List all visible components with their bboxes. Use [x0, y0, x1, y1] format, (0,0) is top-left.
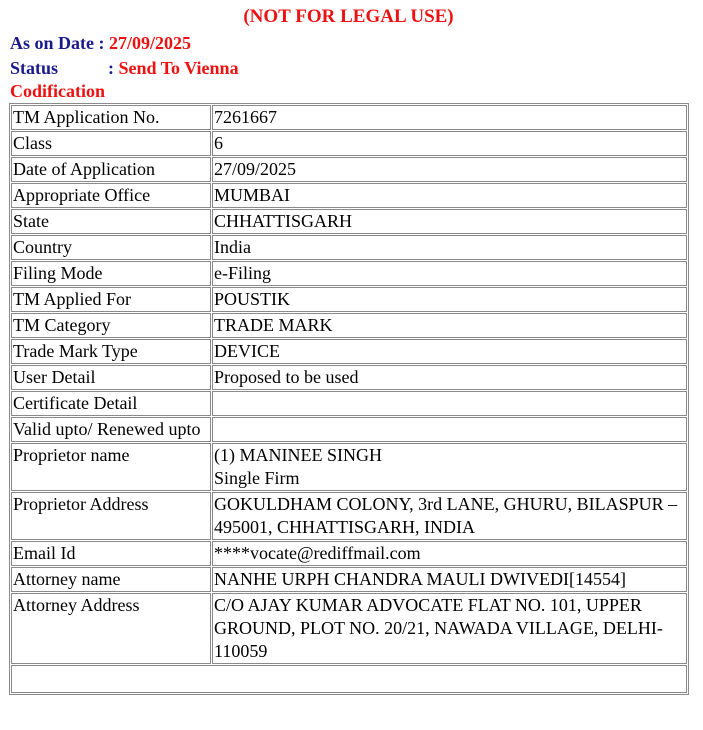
- valid-upto-value: [212, 417, 687, 442]
- class-label: Class: [11, 131, 211, 156]
- proprietor-address-label: Proprietor Address: [11, 492, 211, 540]
- application-no-label: TM Application No.: [11, 105, 211, 130]
- state-label: State: [11, 209, 211, 234]
- blank-cell: [11, 665, 687, 693]
- table-row-attorney-name: [11, 567, 687, 592]
- appropriate-office-value: MUMBAI: [212, 183, 687, 208]
- as-on-date-label: As on Date :: [10, 33, 109, 53]
- status-value: Send To Vienna: [118, 58, 239, 78]
- table-row-application-no: [11, 105, 687, 130]
- table-row-certificate-detail: [11, 391, 687, 416]
- appropriate-office-label: Appropriate Office: [11, 183, 211, 208]
- proprietor-address-value: GOKULDHAM COLONY, 3rd LANE, GHURU, BILASPUR – 495001, CHHATTISGARH, INDIA: [212, 492, 687, 540]
- proprietor-name-value: (1) MANINEE SINGH Single Firm: [212, 443, 687, 491]
- email-id-label: Email Id: [11, 541, 211, 566]
- table-row-tm-applied-for: [11, 287, 687, 312]
- attorney-name-label: Attorney name: [11, 567, 211, 592]
- country-value: India: [212, 235, 687, 260]
- date-of-application-label: Date of Application: [11, 157, 211, 182]
- application-no-value: 7261667: [212, 105, 687, 130]
- tm-applied-for-label: TM Applied For: [11, 287, 211, 312]
- certificate-detail-value: [212, 391, 687, 416]
- table-row-filing-mode: [11, 261, 687, 286]
- as-on-date-line: [10, 32, 191, 54]
- certificate-detail-label: Certificate Detail: [11, 391, 211, 416]
- attorney-address-value: C/O AJAY KUMAR ADVOCATE FLAT NO. 101, UPPER GROUND, PLOT NO. 20/21, NAWADA VILLAGE, DELHI-110059: [212, 593, 687, 664]
- attorney-address-label: Attorney Address: [11, 593, 211, 664]
- trade-mark-type-value: DEVICE: [212, 339, 687, 364]
- as-on-date-value: 27/09/2025: [109, 33, 192, 53]
- user-detail-value: Proposed to be used: [212, 365, 687, 390]
- tm-category-value: TRADE MARK: [212, 313, 687, 338]
- date-of-application-value: 27/09/2025: [212, 157, 687, 182]
- state-value: CHHATTISGARH: [212, 209, 687, 234]
- table-row-class: [11, 131, 687, 156]
- table-row-user-detail: [11, 365, 687, 390]
- application-details-table: [9, 103, 689, 695]
- filing-mode-value: e-Filing: [212, 261, 687, 286]
- user-detail-label: User Detail: [11, 365, 211, 390]
- filing-mode-label: Filing Mode: [11, 261, 211, 286]
- not-for-legal-use-notice: (NOT FOR LEGAL USE): [243, 6, 454, 27]
- table-row-trade-mark-type: [11, 339, 687, 364]
- status-line: [10, 57, 239, 79]
- email-id-value: ****vocate@rediffmail.com: [212, 541, 687, 566]
- section-title-codification: Codification: [10, 81, 106, 101]
- class-value: 6: [212, 131, 687, 156]
- tm-applied-for-value: POUSTIK: [212, 287, 687, 312]
- status-separator: :: [108, 58, 119, 78]
- table-row-attorney-address: [11, 593, 687, 664]
- table-row-valid-upto: [11, 417, 687, 442]
- attorney-name-value: NANHE URPH CHANDRA MAULI DWIVEDI[14554]: [212, 567, 687, 592]
- country-label: Country: [11, 235, 211, 260]
- trade-mark-type-label: Trade Mark Type: [11, 339, 211, 364]
- table-row-email-id: [11, 541, 687, 566]
- table-row-country: [11, 235, 687, 260]
- table-row-proprietor-name: [11, 443, 687, 491]
- table-row-blank: [11, 665, 687, 693]
- valid-upto-label: Valid upto/ Renewed upto: [11, 417, 211, 442]
- status-label: Status: [10, 58, 59, 78]
- tm-category-label: TM Category: [11, 313, 211, 338]
- table-row-state: [11, 209, 687, 234]
- table-row-tm-category: [11, 313, 687, 338]
- table-row-date-of-application: [11, 157, 687, 182]
- table-row-appropriate-office: [11, 183, 687, 208]
- table-row-proprietor-address: [11, 492, 687, 540]
- proprietor-name-label: Proprietor name: [11, 443, 211, 491]
